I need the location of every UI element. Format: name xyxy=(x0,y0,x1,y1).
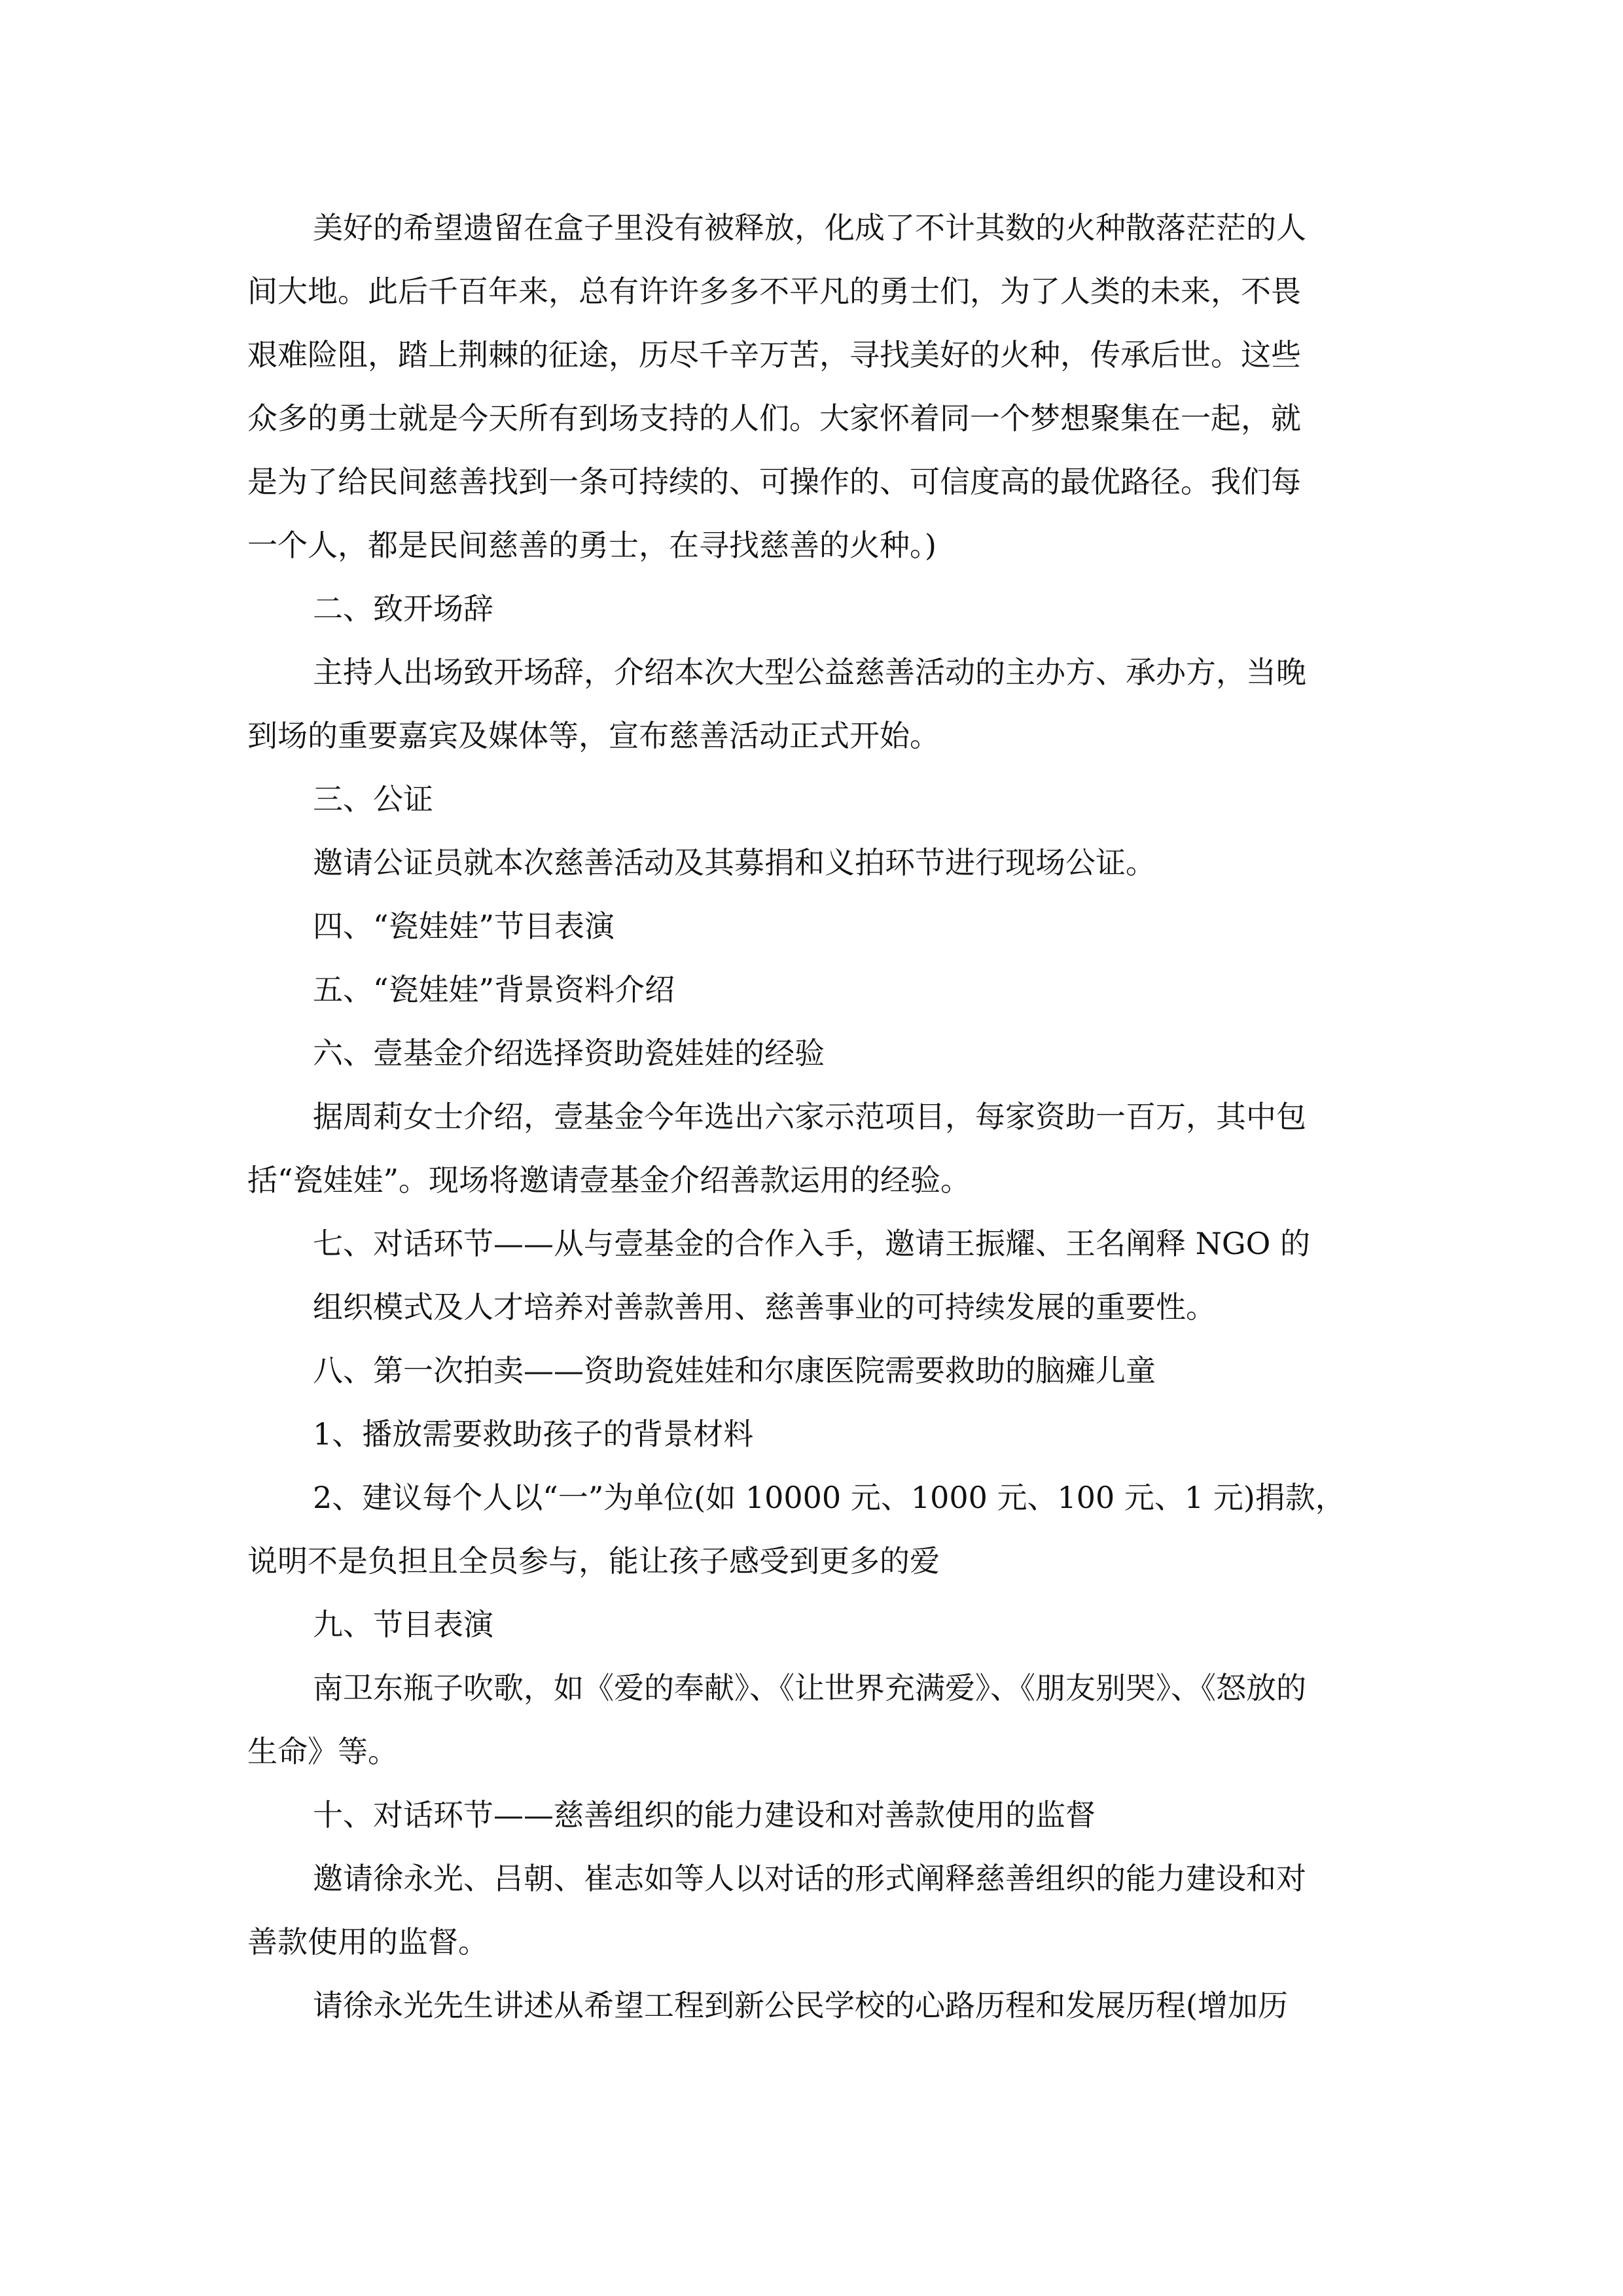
document-page xyxy=(247,196,1386,2037)
section-heading: 八、第一次拍卖——资助瓷娃娃和尔康医院需要救助的脑瘫儿童 xyxy=(313,1353,1156,1388)
paragraph-line: 主持人出场致开场辞，介绍本次大型公益慈善活动的主办方、承办方，当晚 xyxy=(313,655,1306,690)
paragraph-line: 是为了给民间慈善找到一条可持续的、可操作的、可信度高的最优路径。我们每 xyxy=(247,464,1301,499)
section-heading: 二、致开场辞 xyxy=(313,591,493,626)
paragraph-line: 组织模式及人才培养对善款善用、慈善事业的可持续发展的重要性。 xyxy=(313,1289,1216,1325)
paragraph-line: 生命》等。 xyxy=(247,1734,398,1769)
paragraph-line: 括“瓷娃娃”。现场将邀请壹基金介绍善款运用的经验。 xyxy=(247,1162,971,1198)
paragraph-line: 南卫东瓶子吹歌，如《爱的奉献》、《让世界充满爱》、《朋友别哭》、《怒放的 xyxy=(313,1670,1306,1706)
paragraph-line: 美好的希望遗留在盒子里没有被释放，化成了不计其数的火种散落茫茫的人 xyxy=(313,210,1306,245)
section-heading: 九、节目表演 xyxy=(313,1607,493,1642)
section-heading: 五、“瓷娃娃”背景资料介绍 xyxy=(313,972,675,1007)
paragraph-line: 众多的勇士就是今天所有到场支持的人们。大家怀着同一个梦想聚集在一起，就 xyxy=(247,401,1301,436)
paragraph-line: 善款使用的监督。 xyxy=(247,1924,488,1960)
paragraph-line: 到场的重要嘉宾及媒体等，宣布慈善活动正式开始。 xyxy=(247,718,940,753)
section-heading: 三、公证 xyxy=(313,781,433,817)
section-heading: 六、壹基金介绍选择资助瓷娃娃的经验 xyxy=(313,1035,825,1071)
paragraph-line: 邀请公证员就本次慈善活动及其募捐和义拍环节进行现场公证。 xyxy=(313,845,1156,880)
section-heading: 四、“瓷娃娃”节目表演 xyxy=(313,908,615,944)
paragraph-line: 间大地。此后千百年来，总有许许多多不平凡的勇士们，为了人类的未来，不畏 xyxy=(247,274,1301,309)
list-item: 1、播放需要救助孩子的背景材料 xyxy=(313,1416,754,1452)
paragraph-line: 艰难险阻，踏上荆棘的征途，历尽千辛万苦，寻找美好的火种，传承后世。这些 xyxy=(247,337,1301,372)
section-heading: 七、对话环节——从与壹基金的合作入手，邀请王振耀、王名阐释 NGO 的 xyxy=(313,1226,1310,1261)
paragraph-line: 说明不是负担且全员参与，能让孩子感受到更多的爱 xyxy=(247,1543,940,1579)
paragraph-line: 请徐永光先生讲述从希望工程到新公民学校的心路历程和发展历程(增加历 xyxy=(313,1988,1288,2023)
paragraph-line: 一个人，都是民间慈善的勇士，在寻找慈善的火种。) xyxy=(247,528,936,563)
section-heading: 十、对话环节——慈善组织的能力建设和对善款使用的监督 xyxy=(313,1797,1096,1833)
paragraph-line: 邀请徐永光、吕朝、崔志如等人以对话的形式阐释慈善组织的能力建设和对 xyxy=(313,1861,1306,1896)
paragraph-line: 据周莉女士介绍，壹基金今年选出六家示范项目，每家资助一百万，其中包 xyxy=(313,1099,1306,1134)
list-item: 2、建议每个人以“一”为单位(如 10000 元、1000 元、100 元、1 元)捐款， xyxy=(313,1480,1346,1515)
